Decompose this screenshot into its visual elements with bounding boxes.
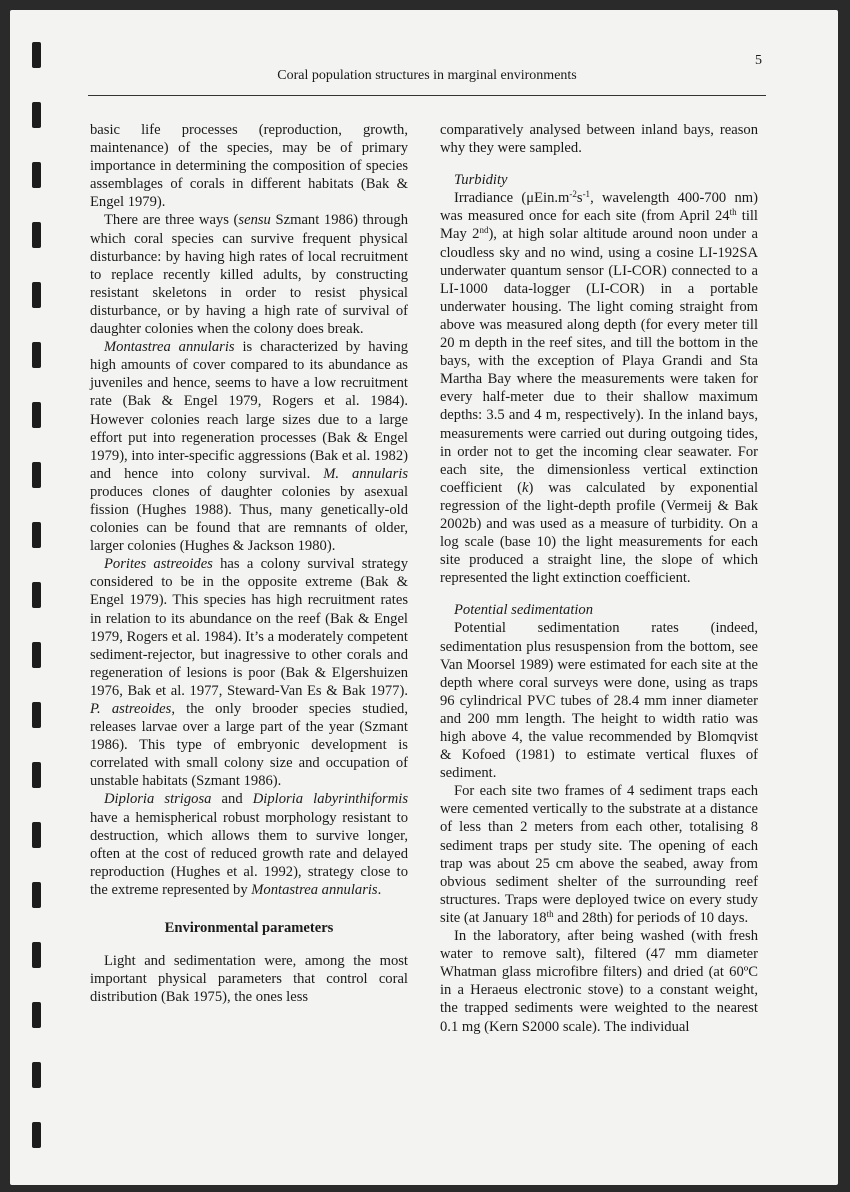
- document-page: [10, 10, 838, 1185]
- binding-hole: [32, 822, 41, 848]
- binding-hole: [32, 42, 41, 68]
- paragraph: Porites astreoides has a colony survival strategy considered to be in the opposite extreme (Bak & Engel 1979). This species has high recruitment rates in relation to its abundance on the reef (Bak & Engel 1979, Rogers et al. 1984). It’s a moderately competent sediment-rejector, but inagressive to other corals and regeneration of lesions is poor (Bak & Elgershuizen 1976, Bak et al. 1977, Steward-Van Es & Bak 1977). P. astreoides, the only brooder species studied, releases larvae over a large part of the year (Szmant 1986). This type of embryonic development is correlated with small colony size and occupation of unstable habitats (Szmant 1986).: [90, 556, 409, 790]
- binding-hole: [32, 222, 41, 248]
- binding-hole: [32, 582, 41, 608]
- subsection-heading: Potential sedimentation: [454, 602, 594, 619]
- paragraph: Montastrea annularis is characterized by having high amounts of cover compared to its abundance as juveniles and hence, seems to have a low recruitment rate (Bak & Engel 1979, Rogers et al. 1984). However colonies reach large sizes due to a large effort put into regeneration processes (Bak & Engel 1979), into inter-specific aggressions (Bak et al. 1982) and hence into colony survival. M. annularis produces clones of daughter colonies by asexual fission (Hughes 1988). Thus, many genetically-old colonies can be found that are remnants of older, larger colonies (Hughes & Jackson 1980).: [90, 339, 409, 555]
- running-title: Coral population structures in marginal environments: [277, 68, 577, 83]
- paragraph: Potential sedimentation rates (indeed, sedimentation plus resuspension from the bottom, see Van Moorsel 1989) were estimated for each site at the depth where coral surveys were done, using as traps 96 cylindrical PVC tubes of 28.4 mm inner diameter and 200 mm length. The height to width ratio was high above 4, the value recommended by Blomqvist & Kofoed (1981) to estimate vertical fluxes of sediment.: [440, 620, 758, 782]
- paragraph: Light and sedimentation were, among the most important physical parameters that control coral distribution (Bak 1975), the ones less: [90, 953, 408, 1006]
- paragraph: basic life processes (reproduction, growth, maintenance) of the species, may be of primary importance in determining the composition of species assemblages of corals in different habitats (Bak & Engel 1979).: [90, 122, 408, 211]
- paragraph: Irradiance ($\mu Ein.m^{-2}s^{-1}$, wavelength 400-700 nm) was measured once for each site (from April 24th till May 2nd), at high solar altitude around noon under a cloudless sky and no wind, using a cosine LI-192SA underwater quantum sensor (LI-COR) connected to a LI-1000 data-logger (LI-COR) in a portable underwater housing. The light coming straight from above was measured along depth (for every meter till 20 m depth in the reef sites, and till the bottom in the bays, with the exception of Playa Grandi and Sta Martha Bay where the measurements were taken for every half-meter due to their shallow maximum depths: 3.5 and 4 m, respectively). In the inland bays, measurements were carried out during outgoing tides, in order not to get the incoming clear seawater. For each site, the dimensionless vertical extinction coefficient (k) was calculated by exponential regression of the light-depth profile (Vermeij & Bak 2002b) and was used as a measure of turbidity. On a log scale (base 10) the light measurements for each site produced a straight line, the slope of which represented the light extinction coefficient.: [440, 189, 758, 587]
- binding-hole: [32, 1002, 41, 1028]
- binding-hole: [32, 702, 41, 728]
- left-column: [90, 121, 408, 1006]
- right-column: [440, 121, 758, 1036]
- paragraph: In the laboratory, after being washed (with fresh water to remove salt), filtered (47 mm diameter Whatman glass microfibre filters) and dried (at 60ºC in a Heraeus electronic stove) to a constant weight, the trapped sediments were weighted to the nearest 0.1 mg (Kern S2000 scale). The individual: [440, 928, 758, 1035]
- binding-hole: [32, 642, 41, 668]
- binding-hole: [32, 162, 41, 188]
- page-number: 5: [755, 53, 762, 68]
- binding-hole: [32, 942, 41, 968]
- binding-hole: [32, 282, 41, 308]
- binding-hole: [32, 762, 41, 788]
- binding-hole: [32, 402, 41, 428]
- paragraph: comparatively analysed between inland bays, reason why they were sampled.: [440, 122, 758, 157]
- section-heading: Environmental parameters: [164, 920, 334, 937]
- binding-hole: [32, 102, 41, 128]
- binding-hole: [32, 882, 41, 908]
- binding-hole: [32, 462, 41, 488]
- binding-hole: [32, 522, 41, 548]
- binding-hole: [32, 342, 41, 368]
- paragraph: Diploria strigosa and Diploria labyrinthiformis have a hemispherical robust morphology resistant to destruction, which allows them to survive longer, often at the cost of reduced growth rate and delayed reproduction (Hughes et al. 1992), strategy close to the extreme represented by Montastrea annularis.: [90, 791, 409, 898]
- paragraph: There are three ways (sensu Szmant 1986) through which coral species can survive frequent physical disturbance: by having high rates of local recruitment to replace recently killed adults, by constructing resistant skeletons in order to resist physical disturbance, or by having a high rate of survival of daughter colonies when the colony does break.: [90, 212, 408, 338]
- subsection-heading: Turbidity: [454, 172, 508, 189]
- binding-hole: [32, 1122, 41, 1148]
- header-rule: [88, 95, 766, 96]
- paragraph: For each site two frames of 4 sediment traps each were cemented vertically to the substrate at a distance of less than 2 meters from each other, totalising 8 sediment traps per study site. The opening of each trap was about 25 cm above the seabed, away from obvious sediment shelter of the surrounding reef structures. Traps were deployed twice on every study site (at January 18th and 28th) for periods of 10 days.: [440, 783, 758, 926]
- binding-hole: [32, 1062, 41, 1088]
